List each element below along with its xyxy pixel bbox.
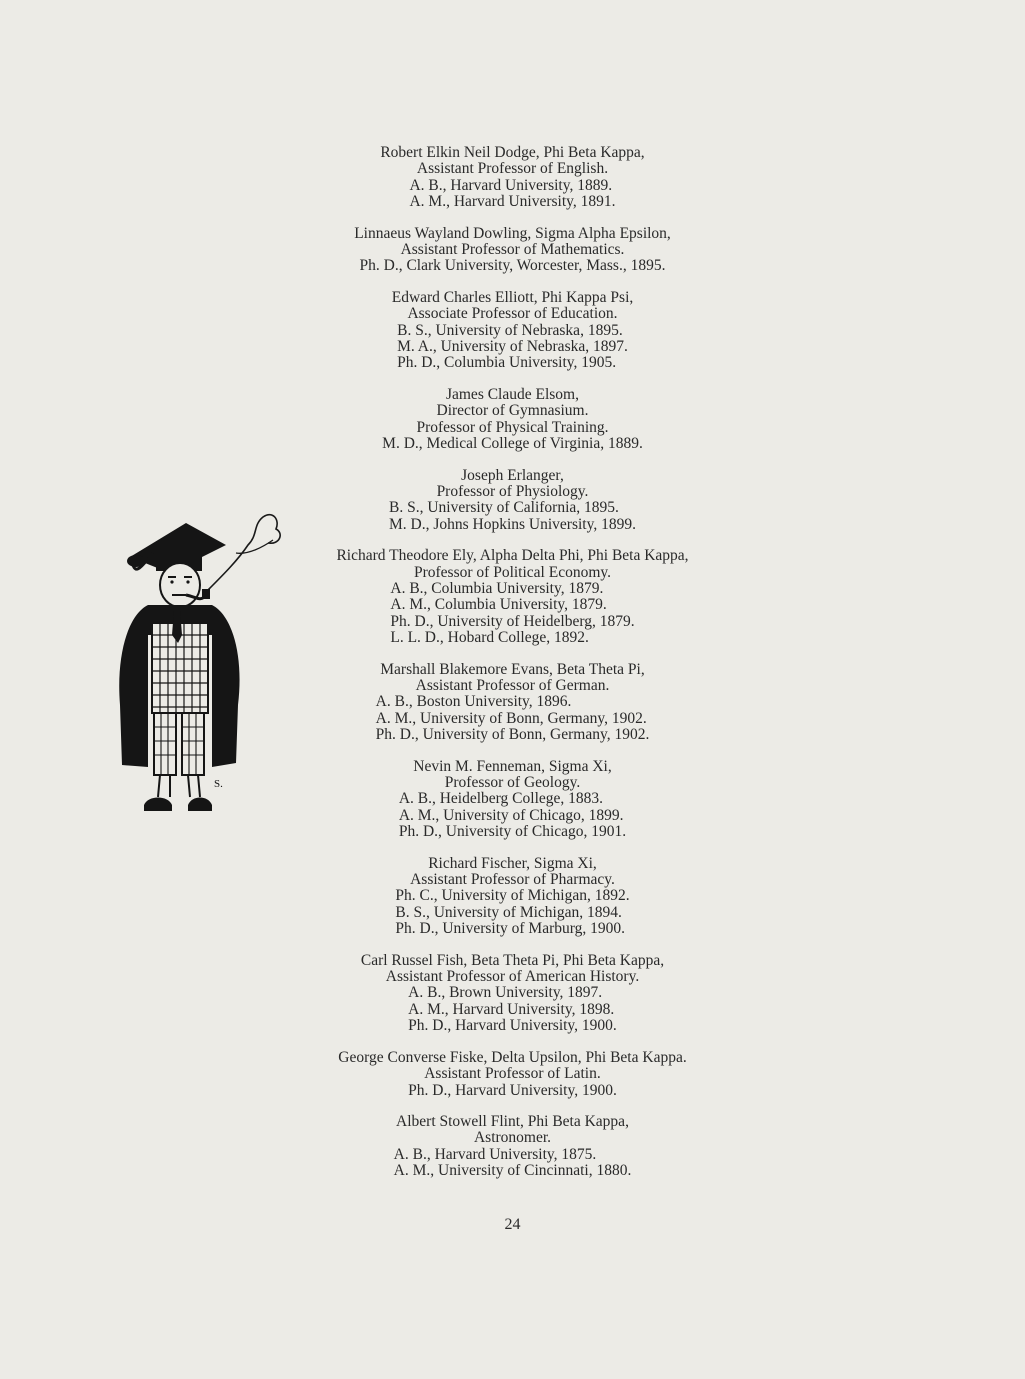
faculty-entry-body [336,548,688,646]
faculty-entry [0,662,1025,744]
faculty-degree: A. M., Harvard University, 1898. [408,1000,615,1018]
faculty-degrees [382,436,643,452]
faculty-entry-body [380,145,644,211]
degree-list [408,1083,617,1099]
faculty-position: Professor of Physiology. [436,482,589,500]
faculty-entry [0,548,1025,646]
degree-list [389,500,636,533]
faculty-degree: A. M., Harvard University, 1891. [409,193,616,211]
faculty-degree: Ph. D., University of Bonn, Germany, 1902. [375,726,650,744]
faculty-degrees [361,985,664,1034]
faculty-entry [0,1050,1025,1099]
faculty-degree: A. B., Boston University, 1896. [375,693,572,711]
faculty-degrees [336,581,688,647]
faculty-degree: Ph. D., University of Chicago, 1901. [398,823,627,841]
faculty-position: Assistant Professor of German. [415,676,610,694]
faculty-name: Joseph Erlanger, [461,466,564,484]
faculty-degree: A. M., University of Bonn, Germany, 1902. [375,709,647,727]
faculty-degree: Ph. D., Harvard University, 1900. [408,1081,617,1099]
faculty-degrees [338,1083,686,1099]
faculty-entry-body [389,468,636,534]
faculty-degree: A. B., Harvard University, 1875. [393,1145,597,1163]
faculty-name: Nevin M. Fenneman, Sigma Xi, [413,757,612,775]
faculty-entry [0,856,1025,938]
faculty-degree: Ph. D., University of Marburg, 1900. [395,920,626,938]
faculty-name: Linnaeus Wayland Dowling, Sigma Alpha Epsilon, [354,224,671,242]
faculty-degrees [376,694,650,743]
faculty-position: Professor of Geology. [444,774,581,791]
faculty-degrees [354,258,671,274]
faculty-entry [0,387,1025,453]
faculty-position: Professor of Physical Training. [416,418,609,436]
faculty-name: Robert Elkin Neil Dodge, Phi Beta Kappa, [380,144,645,161]
faculty-entry [0,145,1025,211]
faculty-name: Edward Charles Elliott, Phi Kappa Psi, [391,288,634,306]
faculty-degree: A. B., Columbia University, 1879. [390,579,604,597]
faculty-position: Assistant Professor of Pharmacy. [410,871,615,889]
faculty-name: James Claude Elsom, [445,385,579,403]
faculty-position: Director of Gymnasium. [436,402,589,420]
faculty-entry-body [361,953,664,1035]
faculty-entry-body [394,1114,632,1180]
degree-list [395,888,629,937]
faculty-name: Marshall Blakemore Evans, Beta Theta Pi, [380,660,645,678]
faculty-degree: M. A., University of Nebraska, 1897. [397,338,628,356]
faculty-degree: B. S., University of Nebraska, 1895. [397,321,623,339]
faculty-name: Richard Fischer, Sigma Xi, [428,854,597,872]
faculty-degrees [380,178,644,211]
faculty-degree: A. M., University of Cincinnati, 1880. [393,1162,632,1180]
degree-list [397,323,628,372]
faculty-degree: A. B., Harvard University, 1889. [409,176,613,194]
faculty-degree: Ph. D., Columbia University, 1905. [397,354,617,372]
faculty-entry [0,1114,1025,1180]
faculty-degrees [392,323,634,372]
faculty-degree: Ph. D., University of Heidelberg, 1879. [390,612,635,630]
faculty-degrees [389,500,636,533]
faculty-entry [0,290,1025,372]
faculty-degree: B. S., University of Michigan, 1894. [395,903,622,921]
degree-list [394,1147,632,1180]
faculty-position: Associate Professor of Education. [407,305,618,323]
faculty-degrees [399,791,626,840]
faculty-degrees [394,1147,632,1180]
faculty-entry-body [392,290,634,372]
faculty-position: Assistant Professor of Latin. [424,1065,601,1083]
degree-list [399,791,626,840]
degree-list [382,436,643,452]
faculty-list [0,145,1025,1195]
degree-list [360,258,666,274]
faculty-entry [0,953,1025,1035]
faculty-position: Assistant Professor of English. [416,160,609,178]
faculty-entry-body [382,387,643,453]
faculty-position: Professor of Political Economy. [413,563,612,581]
faculty-degree: M. D., Medical College of Virginia, 1889. [382,435,643,453]
faculty-entry-body [338,1050,686,1099]
faculty-degree: A. M., Columbia University, 1879. [390,596,607,614]
faculty-degree: M. D., Johns Hopkins University, 1899. [388,515,636,533]
faculty-position: Astronomer. [473,1129,552,1147]
faculty-entry [0,226,1025,275]
faculty-degree: A. M., University of Chicago, 1899. [398,806,624,824]
faculty-name: Albert Stowell Flint, Phi Beta Kappa, [396,1112,629,1130]
faculty-entry [0,468,1025,534]
faculty-degrees [395,888,629,937]
page-number: 24 [504,1216,521,1233]
faculty-position: Assistant Professor of Mathematics. [400,241,625,259]
illustration-signature: S. [214,778,223,790]
faculty-entry-body [399,759,626,841]
faculty-name: Carl Russel Fish, Beta Theta Pi, Phi Beta Kappa, [360,951,665,969]
faculty-degree: Ph. C., University of Michigan, 1892. [395,887,630,905]
faculty-name: George Converse Fiske, Delta Upsilon, Phi Beta Kappa. [338,1048,687,1066]
faculty-degree: Ph. D., Clark University, Worcester, Mass., 1895. [359,257,666,275]
degree-list [408,985,617,1034]
faculty-position: Assistant Professor of American History. [385,968,640,986]
faculty-degree: B. S., University of California, 1895. [388,499,619,517]
degree-list [376,694,650,743]
faculty-entry-body [395,856,629,938]
faculty-degree: L. L. D., Hobard College, 1892. [390,629,589,647]
faculty-entry [0,759,1025,841]
faculty-degree: A. B., Heidelberg College, 1883. [398,790,604,808]
faculty-degree: A. B., Brown University, 1897. [408,984,603,1002]
faculty-entry-body [376,662,650,744]
faculty-name: Richard Theodore Ely, Alpha Delta Phi, Phi Beta Kappa, [336,547,689,565]
faculty-entry-body [354,226,671,275]
degree-list [409,178,615,211]
faculty-degree: Ph. D., Harvard University, 1900. [408,1017,617,1035]
degree-list [390,581,634,647]
